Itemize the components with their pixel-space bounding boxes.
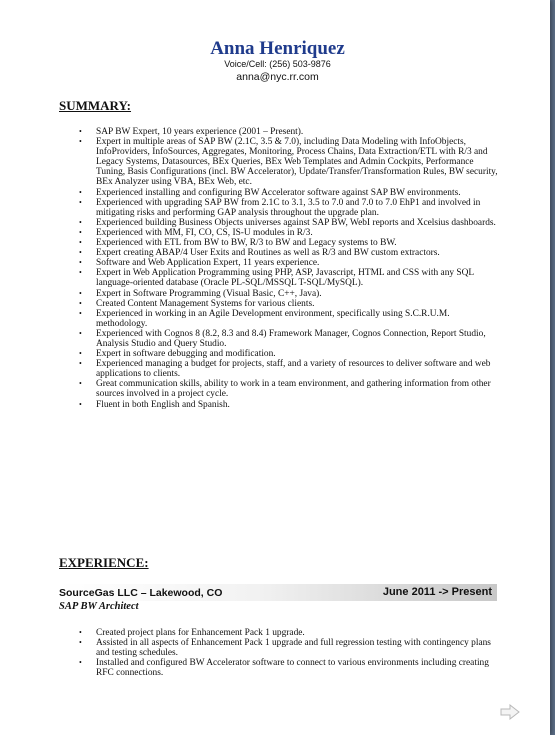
bullet-icon: • [79, 258, 82, 268]
list-item-text: Expert in software debugging and modification. [96, 349, 276, 360]
bullet-icon: • [79, 137, 82, 147]
bullet-icon: • [79, 197, 82, 207]
bullet-icon: • [79, 127, 82, 136]
list-item [78, 268, 498, 288]
bullet-icon: • [79, 658, 82, 668]
list-item-text: Expert in Software Programming (Visual Basic, C++, Java). [96, 288, 322, 299]
list-item [78, 188, 498, 198]
list-item-text: Experienced with ETL from BW to BW, R/3 to BW and Legacy systems to BW. [96, 238, 397, 249]
experience-heading: EXPERIENCE: [59, 555, 149, 570]
list-item [78, 379, 498, 399]
list-item [78, 127, 498, 137]
list-item-text: Software and Web Application Expert, 11 years experience. [96, 258, 320, 269]
employment-dates: June 2011 -> Present [382, 586, 492, 598]
bullet-icon: • [79, 379, 82, 389]
list-item-text: Experienced with MM, FI, CO, CS, IS-U modules in R/3. [96, 227, 313, 238]
summary-list [78, 127, 498, 410]
bullet-icon: • [79, 638, 82, 648]
experience-list [78, 628, 498, 678]
bullet-icon: • [79, 268, 82, 278]
list-item [78, 638, 498, 658]
bullet-icon: • [79, 248, 82, 258]
bullet-icon: • [79, 399, 82, 409]
list-item [78, 309, 498, 329]
list-item [78, 628, 498, 638]
list-item [78, 299, 498, 309]
list-item-text: Assisted in all aspects of Enhancement Pack 1 upgrade and full regression testing with contingency plans and testing schedules. [96, 638, 491, 659]
list-item-text: SAP BW Expert, 10 years experience (2001 – Present). [96, 127, 304, 137]
bullet-icon: • [79, 328, 82, 338]
list-item-text: Experienced installing and configuring BW Accelerator software against SAP BW environments. [96, 187, 461, 198]
list-item [78, 258, 498, 268]
bullet-icon: • [79, 359, 82, 369]
list-item [78, 137, 498, 187]
list-item-text: Created Content Management Systems for various clients. [96, 298, 315, 309]
list-item [78, 349, 498, 359]
bullet-icon: • [79, 288, 82, 298]
list-item-text: Experienced in working in an Agile Development environment, specifically using S.C.R.U.M. methodology. [96, 308, 450, 329]
list-item [78, 400, 498, 410]
list-item-text: Fluent in both English and Spanish. [96, 399, 230, 410]
list-item-text: Great communication skills, ability to work in a team environment, and gathering information from other sources involved in a project cycle. [96, 379, 491, 400]
job-title: SAP BW Architect [59, 601, 139, 612]
list-item [78, 359, 498, 379]
list-item [78, 238, 498, 248]
list-item-text: Experienced managing a budget for projects, staff, and a variety of resources to deliver software and web applications to clients. [96, 359, 491, 380]
list-item [78, 248, 498, 258]
list-item-text: Expert creating ABAP/4 User Exits and Routines as well as R/3 and BW custom extractors. [96, 248, 440, 259]
bullet-icon: • [79, 349, 82, 359]
list-item-text: Installed and configured BW Accelerator software to connect to various environments including creating RFC connections. [96, 658, 489, 679]
bullet-icon: • [79, 238, 82, 248]
candidate-name: Anna Henriquez [210, 38, 345, 59]
list-item-text: Expert in multiple areas of SAP BW (2.1C, 3.5 & 7.0), including Data Modeling with InfoObjects, InfoProviders, InfoSources, Aggregates, Monitoring, Process Chains, Data Extraction/ETL with R/3 and Legacy Systems, Datasources, BEx Queries, BEx Web Templates and Admin Cockpits, Performance Tuning, Basis Configurations (incl. BW Accelerator), Update/Transfer/Transformation Rules, BW security, BEx Analyzer using VBA, BEx Web, etc. [96, 137, 498, 188]
phone-number: Voice/Cell: (256) 503-9876 [224, 59, 331, 69]
bullet-icon: • [79, 187, 82, 197]
company-name: SourceGas LLC – Lakewood, CO [59, 587, 223, 599]
summary-heading: SUMMARY: [59, 98, 132, 113]
list-item [78, 218, 498, 228]
email-address: anna@nyc.rr.com [236, 71, 319, 83]
list-item [78, 289, 498, 299]
list-item-text: Experienced with Cognos 8 (8.2, 8.3 and 8.4) Framework Manager, Cognos Connection, Report Studio, Analysis Studio and Query Studio. [96, 328, 486, 349]
bullet-icon: • [79, 217, 82, 227]
list-item-text: Experienced building Business Objects universes against SAP BW, WebI reports and Xcelsius dashboards. [96, 217, 496, 228]
list-item [78, 198, 498, 218]
list-item-text: Expert in Web Application Programming using PHP, ASP, Javascript, HTML and CSS with any SQL language-oriented database (Oracle PL-SQL/MSSQL T-SQL/MySQL). [96, 268, 474, 289]
bullet-icon: • [79, 298, 82, 308]
bullet-icon: • [79, 308, 82, 318]
list-item [78, 329, 498, 349]
bullet-icon: • [79, 227, 82, 237]
bullet-icon: • [79, 628, 82, 637]
list-item-text: Created project plans for Enhancement Pack 1 upgrade. [96, 628, 305, 638]
list-item-text: Experienced with upgrading SAP BW from 2.1C to 3.1, 3.5 to 7.0 and 7.0 to 7.0 EhP1 and involved in mitigating risks and performing GAP analysis throughout the upgrade plan. [96, 197, 481, 218]
next-page-arrow-icon[interactable] [500, 704, 520, 720]
list-item [78, 658, 498, 678]
list-item [78, 228, 498, 238]
